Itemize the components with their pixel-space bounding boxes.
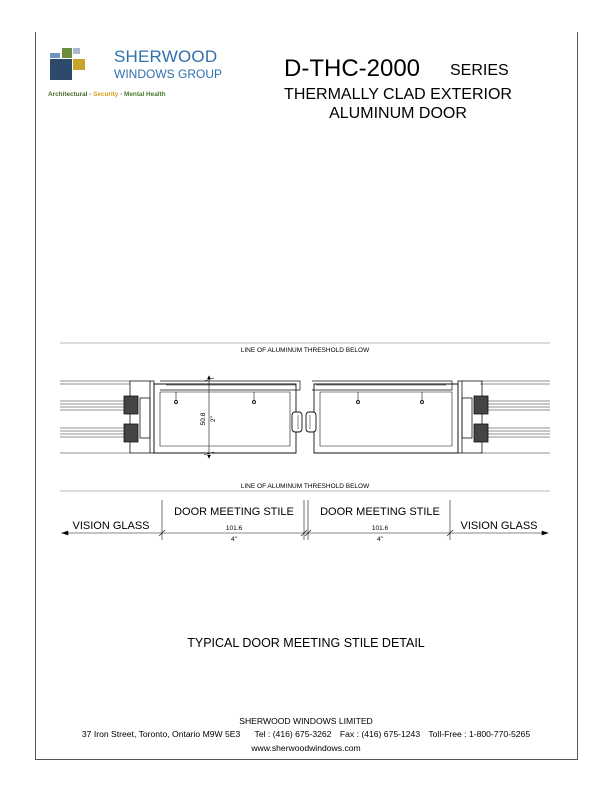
dimension-right-mm: 101.6 [371, 525, 389, 532]
glazing-stop-left [124, 381, 154, 453]
vision-glass-left-label: VISION GLASS [72, 520, 150, 532]
product-code: D-THC-2000 [284, 55, 421, 82]
door-meeting-stile-left-label: DOOR MEETING STILE [174, 506, 294, 518]
logo-square-blue [50, 53, 60, 58]
meeting-stile-left [154, 381, 302, 453]
tagline-mental-health: Mental Health [124, 91, 166, 98]
logo-square-navy [50, 59, 72, 80]
footer-address: 37 Iron Street, Toronto, Ontario M9W 5E3 [81, 729, 241, 739]
detail-caption: TYPICAL DOOR MEETING STILE DETAIL [187, 636, 425, 650]
tagline-security: Security [93, 91, 119, 98]
door-meeting-stile-right-label: DOOR MEETING STILE [320, 506, 440, 518]
footer-tel: Tel : (416) 675-3262 [254, 729, 332, 739]
threshold-label-bottom: LINE OF ALUMINUM THRESHOLD BELOW [240, 483, 370, 490]
product-title-line-2: ALUMINUM DOOR [329, 105, 467, 122]
logo-name: SHERWOOD [114, 47, 218, 66]
dimension-508-label: 50.8 [200, 412, 207, 426]
dimension-left-mm: 101.6 [225, 525, 243, 532]
tagline-architectural: Architectural [48, 91, 88, 98]
vision-glass-left [60, 381, 132, 453]
meeting-stile-detail-drawing [0, 330, 612, 550]
logo-subtitle: WINDOWS GROUP [114, 67, 222, 81]
logo-square-gold [73, 59, 85, 70]
product-title-line-1: THERMALLY CLAD EXTERIOR [284, 86, 512, 103]
dimension-right-in: 4" [377, 536, 383, 543]
logo-tagline [48, 91, 166, 98]
vision-glass-right [478, 381, 550, 453]
logo-square-lightblue [73, 48, 80, 54]
tagline-separator: - [118, 91, 125, 98]
logo-square-green [62, 48, 72, 58]
page-border-bottom [35, 759, 577, 760]
footer-contact-line [36, 729, 576, 739]
vision-glass-right-label: VISION GLASS [460, 520, 538, 532]
dimension-2in-label: 2" [210, 416, 217, 422]
footer-company: SHERWOOD WINDOWS LIMITED [239, 716, 373, 726]
glazing-stop-right [458, 381, 488, 453]
meeting-stile-right [306, 381, 458, 453]
logo-mark-icon [50, 48, 90, 80]
tagline-separator: - [87, 91, 94, 98]
footer-website-link[interactable]: www.sherwoodwindows.com [251, 743, 361, 753]
footer-fax: Fax : (416) 675-1243 [339, 729, 421, 739]
threshold-label-top: LINE OF ALUMINUM THRESHOLD BELOW [240, 347, 370, 354]
dimension-left-in: 4" [231, 536, 237, 543]
product-series: SERIES [450, 62, 509, 79]
footer-tollfree: Toll-Free : 1-800-770-5265 [428, 729, 531, 739]
